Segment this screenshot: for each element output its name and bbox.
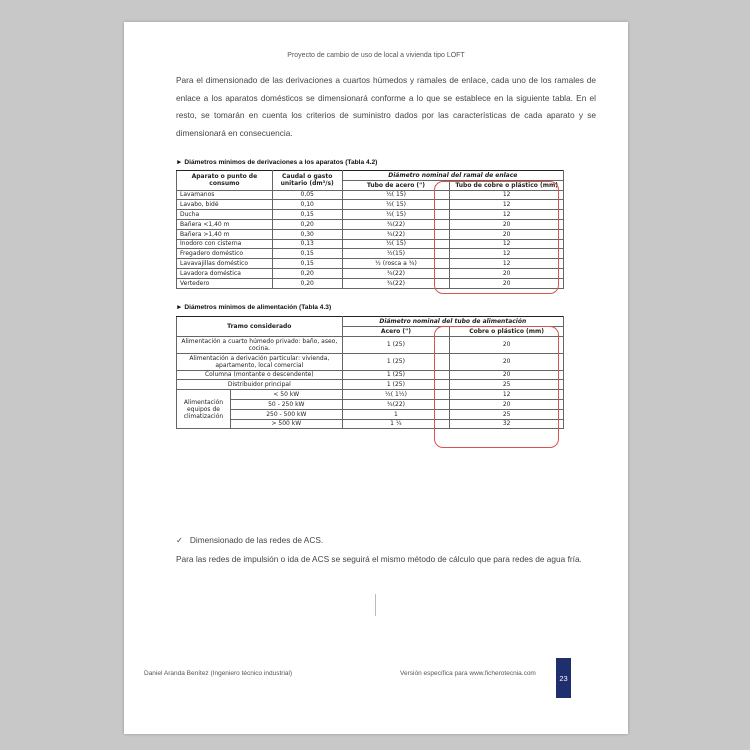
document-page	[124, 22, 628, 734]
t2-cell-acero: ½( 1½)	[342, 390, 450, 400]
t1-cell-acero: ¾(22)	[342, 268, 450, 278]
t2-cell-cobre: 12	[450, 390, 564, 400]
t1-cell-cobre: 12	[450, 210, 564, 220]
t2-cell-acero: 1	[342, 409, 450, 419]
t2-cell-acero: 1 (25)	[342, 380, 450, 390]
t1-cell-acero: ¾(22)	[342, 229, 450, 239]
t1-cell-cobre: 12	[450, 249, 564, 259]
page-number-badge: 23	[556, 658, 571, 698]
t1-cell-caudal: 0,20	[272, 219, 342, 229]
t2-header-tramo: Tramo considerado	[177, 317, 343, 337]
t1-header-aparato: Aparato o punto de consumo	[177, 171, 273, 191]
t1-cell-cobre: 20	[450, 278, 564, 288]
t2-cell-cobre: 25	[450, 380, 564, 390]
t1-cell-acero: ¾(22)	[342, 219, 450, 229]
check-icon: ✓	[176, 535, 183, 545]
t1-cell-aparato: Bañera <1,40 m	[177, 219, 273, 229]
t1-header-caudal: Caudal o gasto unitario (dm³/s)	[272, 171, 342, 191]
t1-cell-cobre: 12	[450, 239, 564, 249]
t1-cell-aparato: Lavavajillas doméstico	[177, 259, 273, 269]
highlight-box-table1	[434, 181, 559, 294]
t2-cell-acero: 1 (25)	[342, 353, 450, 370]
t1-cell-caudal: 0,05	[272, 190, 342, 200]
t1-cell-acero: ½( 15)	[342, 190, 450, 200]
t2-cell-potencia: 50 - 250 kW	[230, 399, 342, 409]
acs-title: Dimensionado de las redes de ACS.	[189, 535, 324, 545]
t1-cell-cobre: 20	[450, 268, 564, 278]
t1-cell-acero: ½( 15)	[342, 239, 450, 249]
t1-cell-acero: ½( 15)	[342, 210, 450, 220]
t1-cell-caudal: 0,15	[272, 210, 342, 220]
t1-cell-aparato: Fregadero doméstico	[177, 249, 273, 259]
t2-cell-acero: 1 ¼	[342, 419, 450, 429]
t2-cell-potencia: < 50 kW	[230, 390, 342, 400]
t1-cell-aparato: Lavadora doméstica	[177, 268, 273, 278]
t1-cell-aparato: Lavabo, bidé	[177, 200, 273, 210]
t2-cell-cobre: 25	[450, 409, 564, 419]
highlight-box-table2	[434, 326, 559, 448]
table1-caption: ► Diámetros mínimos de derivaciones a los aparatos (Tabla 4.2)	[176, 159, 378, 166]
t1-cell-acero: ¾(22)	[342, 278, 450, 288]
t1-cell-caudal: 0,15	[272, 259, 342, 269]
t1-cell-cobre: 12	[450, 259, 564, 269]
t2-cell-acero: ¾(22)	[342, 399, 450, 409]
footer-author: Daniel Aranda Benítez (Ingeniero técnico industrial)	[144, 670, 293, 677]
t1-header-cobre: Tubo de cobre o plástico (mm)	[450, 180, 564, 190]
t2-cell-cobre: 20	[450, 399, 564, 409]
t2-cell-acero: 1 (25)	[342, 336, 450, 353]
t2-header-group: Diámetro nominal del tubo de alimentación	[342, 317, 563, 327]
acs-paragraph: Para las redes de impulsión o ida de ACS se seguirá el mismo método de cálculo que para redes de agua fría.	[176, 554, 582, 564]
t1-cell-aparato: Ducha	[177, 210, 273, 220]
t1-header-acero: Tubo de acero (")	[342, 180, 450, 190]
t1-cell-aparato: Inodoro con cisterna	[177, 239, 273, 249]
t1-cell-caudal: 0,20	[272, 278, 342, 288]
t2-cell-climatizacion: Alimentación equipos de climatización	[177, 390, 231, 429]
t1-cell-cobre: 12	[450, 190, 564, 200]
t1-cell-cobre: 12	[450, 200, 564, 210]
t2-cell-acero: 1 (25)	[342, 370, 450, 380]
t1-cell-acero: ½(15)	[342, 249, 450, 259]
t1-header-group: Diámetro nominal del ramal de enlace	[342, 171, 563, 181]
divider-line	[375, 594, 376, 616]
acs-heading	[176, 535, 323, 545]
page-header-title: Proyecto de cambio de uso de local a vivienda tipo LOFT	[287, 52, 465, 59]
t2-cell-potencia: 250 - 500 kW	[230, 409, 342, 419]
t1-cell-caudal: 0,20	[272, 268, 342, 278]
t2-cell-potencia: > 500 kW	[230, 419, 342, 429]
t2-cell-cobre: 32	[450, 419, 564, 429]
t1-cell-caudal: 0,15	[272, 249, 342, 259]
intro-paragraph: Para el dimensionado de las derivaciones a cuartos húmedos y ramales de enlace, cada uno de los ramales de enlace a los aparatos domésticos se dimensionará conforme a lo que se establece en la siguiente tabla. En el resto, se tomarán en cuenta los criterios de suministro dados por las características de cada aparato y se dimensionará en consecuencia.	[176, 75, 596, 138]
t1-cell-acero: ½( 15)	[342, 200, 450, 210]
t1-cell-cobre: 20	[450, 229, 564, 239]
table2-caption: ► Diámetros mínimos de alimentación (Tabla 4.3)	[176, 304, 332, 311]
t1-cell-cobre: 20	[450, 219, 564, 229]
t2-cell-tramo: Columna (montante o descendente)	[177, 370, 343, 380]
t1-cell-aparato: Vertedero	[177, 278, 273, 288]
t1-cell-caudal: 0,10	[272, 200, 342, 210]
footer-website: Versión específica para www.ficherotecnia.com	[400, 670, 536, 677]
t1-cell-aparato: Lavamanos	[177, 190, 273, 200]
t2-header-acero: Acero (")	[342, 326, 450, 336]
t2-cell-cobre: 20	[450, 336, 564, 353]
t1-cell-caudal: 0,30	[272, 229, 342, 239]
t2-header-cobre: Cobre o plástico (mm)	[450, 326, 564, 336]
t2-cell-tramo: Distribuidor principal	[177, 380, 343, 390]
t1-cell-aparato: Bañera >1,40 m	[177, 229, 273, 239]
t2-cell-tramo: Alimentación a derivación particular: vivienda, apartamento, local comercial	[177, 353, 343, 370]
t2-cell-cobre: 20	[450, 370, 564, 380]
t1-cell-caudal: 0,13	[272, 239, 342, 249]
t2-cell-tramo: Alimentación a cuarto húmedo privado: baño, aseo, cocina.	[177, 336, 343, 353]
t2-cell-cobre: 20	[450, 353, 564, 370]
t1-cell-acero: ½ (rosca a ¾)	[342, 259, 450, 269]
